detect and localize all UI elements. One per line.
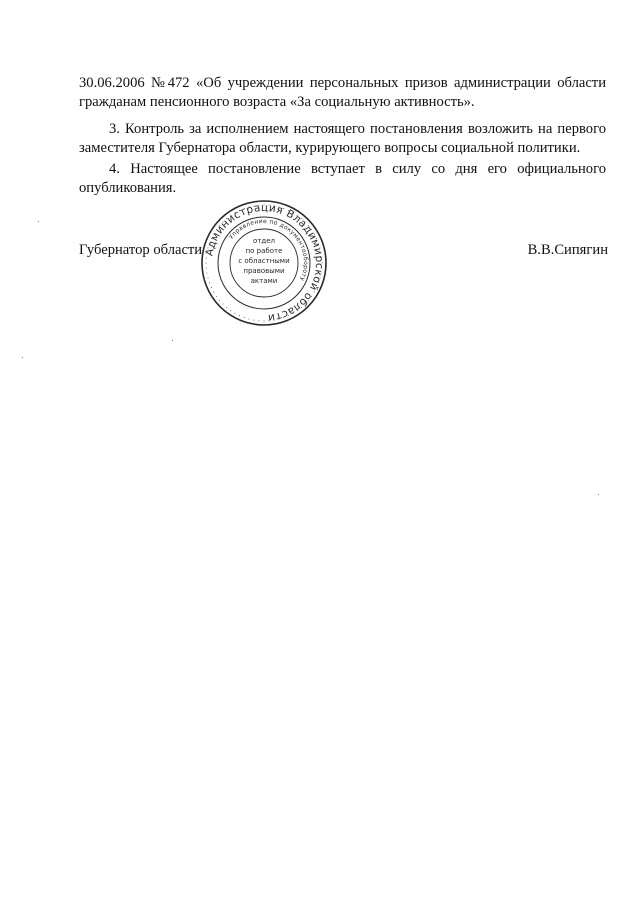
- paragraph-control: [79, 120, 606, 158]
- seal-dot: [239, 315, 240, 316]
- signatory-position: Губернатор области: [79, 242, 203, 258]
- seal-dot: [209, 282, 210, 283]
- seal-center-line: по работе: [245, 247, 283, 255]
- seal-dot: [249, 319, 250, 320]
- seal-dot: [219, 300, 220, 301]
- seal-dot: [253, 320, 254, 321]
- scan-speck: [22, 357, 23, 358]
- scan-speck: [598, 494, 599, 495]
- scan-speck: [38, 221, 39, 222]
- paragraph-line: заместителя Губернатора области, курирующего вопросы социальной политики.: [79, 140, 581, 156]
- seal-dot: [206, 257, 207, 258]
- seal-dot: [223, 304, 224, 305]
- seal-dot: [244, 317, 245, 318]
- seal-dot: [206, 268, 207, 269]
- seal-dot: [258, 320, 259, 321]
- seal-dot: [216, 296, 217, 297]
- paragraph-line: гражданам пенсионного возраста «За социальную активность».: [79, 94, 475, 110]
- paragraph-effective-date: [79, 160, 606, 198]
- seal-dot: [206, 273, 207, 274]
- paragraph-line: 3. Контроль за исполнением настоящего постановления возложить на первого: [109, 121, 606, 137]
- seal-dot: [211, 287, 212, 288]
- seal-dot: [264, 321, 265, 322]
- scan-speck: [172, 340, 173, 341]
- seal-dot: [230, 310, 231, 311]
- paragraph-line: 4. Настоящее постановление вступает в силу со дня его официального: [109, 161, 606, 177]
- signatory-name: В.В.Сипягин: [527, 242, 608, 258]
- seal-dot: [235, 313, 236, 314]
- seal-center-line: с областными: [238, 257, 290, 265]
- seal-center-line: правовыми: [243, 267, 285, 275]
- seal-dot: [213, 292, 214, 293]
- seal-center-line: отдел: [253, 237, 275, 245]
- seal-outer-text: Администрация Владимирской области: [203, 201, 326, 324]
- seal-dot: [226, 307, 227, 308]
- paragraph-prizes-reference: [79, 74, 606, 112]
- seal-center-line: актами: [250, 277, 278, 285]
- seal-dot: [206, 263, 207, 264]
- seal-dot: [208, 278, 209, 279]
- seal-middle-text: Управление по документообороту: [227, 217, 310, 283]
- paragraph-line: 30.06.2006 №472 «Об учреждении персональных призов администрации области: [79, 75, 606, 91]
- paragraph-line: опубликования.: [79, 180, 177, 196]
- official-seal-stamp: [199, 198, 329, 328]
